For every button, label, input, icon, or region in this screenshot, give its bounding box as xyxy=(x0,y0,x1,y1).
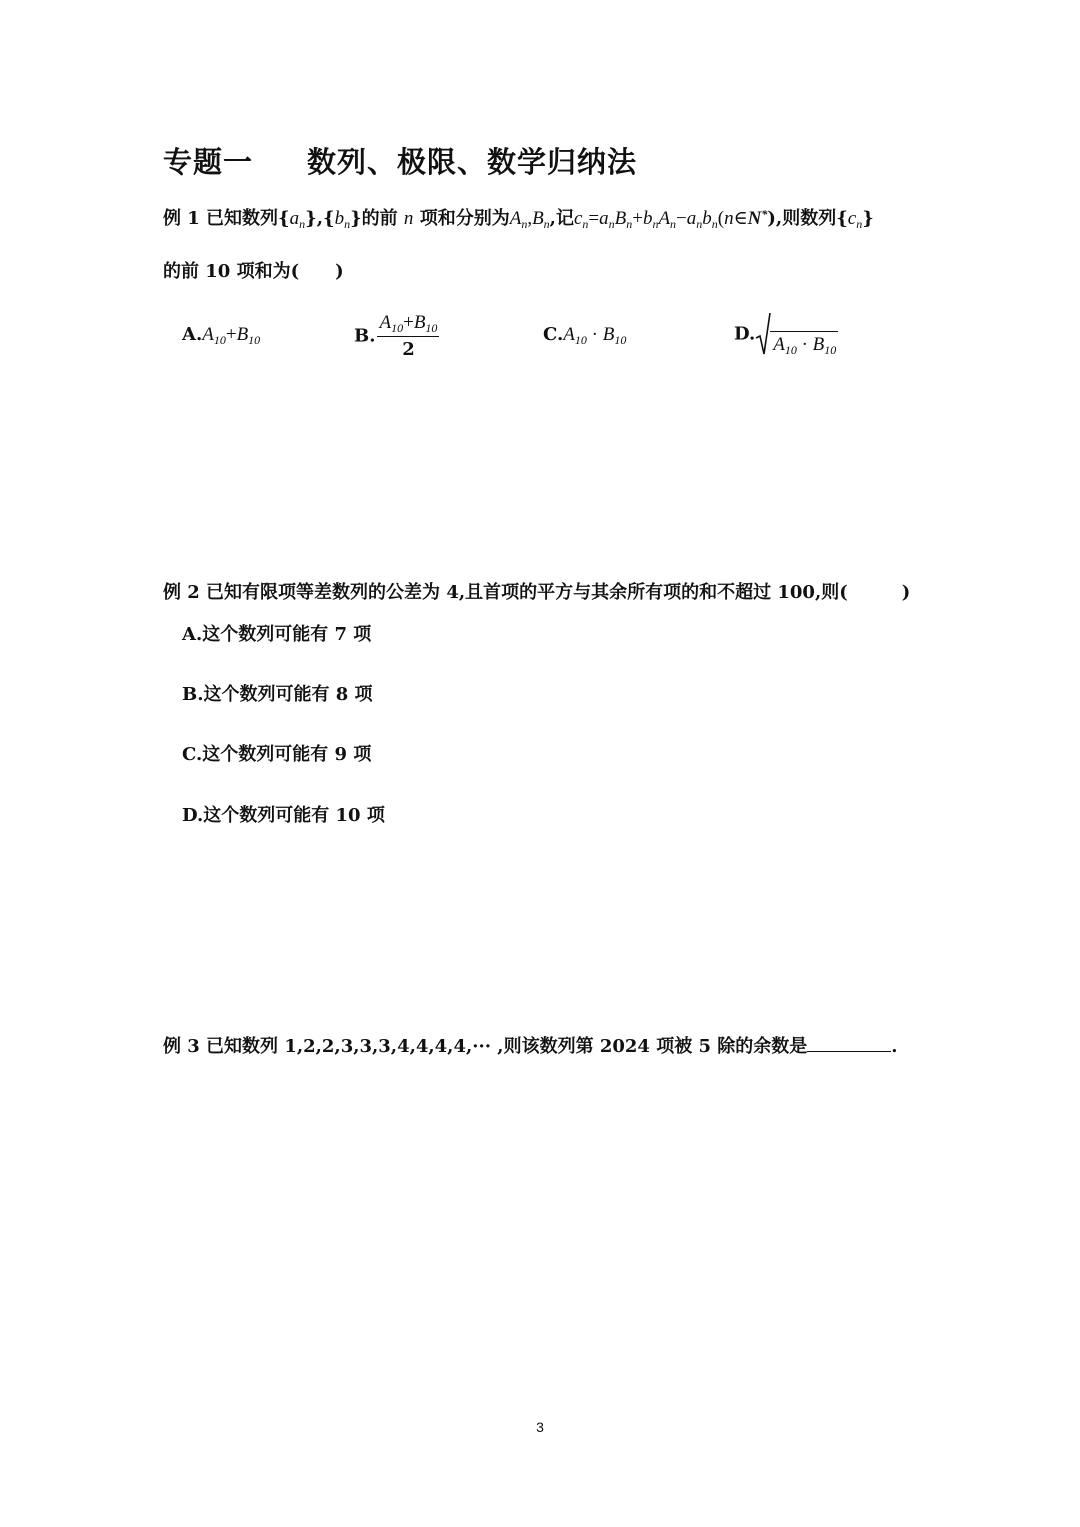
answer-blank[interactable] xyxy=(807,1033,891,1052)
example-1-option-b[interactable]: B. $\frac{A_{10}+B_{10}}{2}$ xyxy=(354,312,438,360)
radical-sign-icon xyxy=(755,312,771,356)
example-2-stem: 例 2 已知有限项等差数列的公差为 4,且首项的平方与其余所有项的和不超过 100,则( ) xyxy=(163,582,911,603)
square-root: $A_{10} \cdot B_{10}$ xyxy=(755,312,838,356)
title-subject: 数列、极限、数学归纳法 xyxy=(307,145,638,179)
example-3-stem: 例 3 已知数列 1,2,2,3,3,3,4,4,4,4,··· ,则该数列第 2024 项被 5 除的余数是 . xyxy=(163,1032,898,1058)
example-1-option-c[interactable]: $C.A_{10} \cdot B_{10}$ xyxy=(543,324,627,347)
page-title xyxy=(163,140,637,181)
title-topic: 专题一 xyxy=(163,145,254,179)
example-2-option-c[interactable]: C.这个数列可能有 9 项 xyxy=(182,744,372,765)
example-1-stem-line-2: 的前 10 项和为( ) xyxy=(163,261,344,282)
example-2-option-b[interactable]: B.这个数列可能有 8 项 xyxy=(182,684,373,705)
page-number: 3 xyxy=(536,1419,544,1435)
example-1-stem: 例 1 已知数列$\{a_n\},\{b_n\}$的前 n 项和分别为$A_n,B_n$,记$c_n=a_nB_n+b_nA_n-a_nb_n(n\in N^*)$,则数列$\{c_n\}$ xyxy=(163,207,874,231)
fraction: $\frac{A_{10}+B_{10}}{2}$ xyxy=(379,312,438,360)
example-2-option-a[interactable]: A.这个数列可能有 7 项 xyxy=(182,624,372,645)
example-1-option-a[interactable]: $A.A_{10}+B_{10}$ xyxy=(182,324,261,347)
example-2-option-d[interactable]: D.这个数列可能有 10 项 xyxy=(182,805,385,826)
example-1-option-d[interactable]: D. $A_{10} \cdot B_{10}$ xyxy=(734,312,838,356)
